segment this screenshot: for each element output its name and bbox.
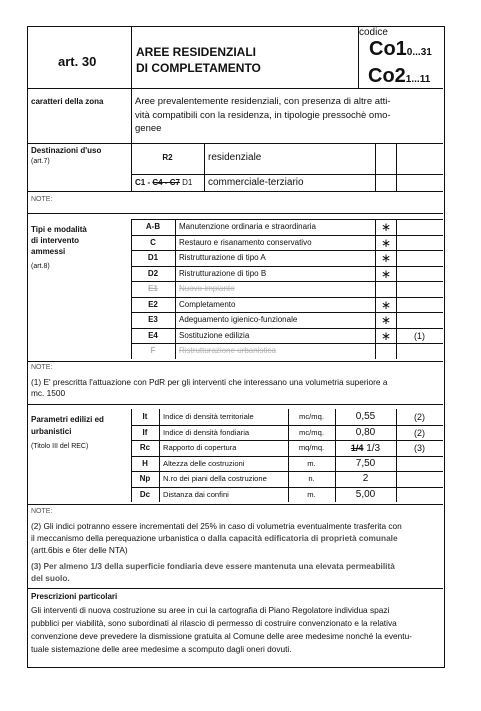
parametro-note-ref: (3)	[414, 443, 425, 453]
parametro-value-cell	[335, 442, 396, 455]
parametri-row-divider	[131, 471, 443, 472]
intervento-code: E2	[148, 299, 158, 309]
tipi-ref: (art.8)	[31, 263, 50, 270]
intervento-desc: Ristrutturazione di tipo A	[179, 253, 266, 262]
parametro-desc: Rapporto di copertura	[163, 443, 237, 452]
parametro-unit: mc/mq.	[299, 427, 324, 437]
parametro-value-cell	[335, 411, 396, 423]
parametro-note-ref: (2)	[414, 412, 425, 422]
destinazioni-ref: (art.7)	[31, 158, 50, 165]
parametro-value-cell	[335, 489, 396, 501]
intervento-desc: Restauro e risanamento conservativo	[179, 237, 312, 247]
zone-code-2-main: Co2	[368, 65, 406, 87]
tipi-row-divider	[131, 297, 443, 298]
parametro-value: 0,55	[355, 411, 376, 422]
tipi-row-divider	[131, 343, 443, 344]
parametro-unit: n.	[308, 474, 315, 483]
destinazione-code-commerciale	[135, 178, 192, 188]
tipi-row-divider	[131, 250, 443, 251]
intervento-desc: Manutenzione ordinaria e straordinaria	[179, 222, 316, 231]
parametro-value-cell	[335, 473, 396, 485]
parametro-note-ref: (2)	[414, 427, 425, 438]
intervento-desc: Nuovo impianto	[179, 284, 235, 293]
parametri-row-divider	[131, 456, 443, 457]
intervento-desc: Sostituzione edilizia	[179, 330, 250, 340]
parametro-code: H	[142, 458, 148, 468]
caratteri-text-1: Aree prevalentemente residenziali, con presenza di altre atti-	[135, 96, 391, 107]
tipi-row-divider	[131, 312, 443, 313]
parametri-label-2: urbanistici	[31, 427, 72, 436]
intervento-code: D2	[147, 268, 159, 278]
intervento-ammesso-mark: ∗	[380, 220, 392, 234]
parametri-note2-line3: (artt.6bis e 6ter delle NTA)	[31, 545, 128, 555]
tipi-row-divider	[131, 281, 443, 282]
parametri-note2-line1: (2) Gli indici potranno essere incrementati del 25% in caso di volumetria eventualmente trasferita con	[31, 521, 402, 531]
prescrizioni-label: Prescrizioni particolari	[31, 592, 118, 601]
intervento-ammesso-mark: ∗	[380, 297, 392, 312]
parametri-note2-line2	[31, 533, 398, 544]
zoning-sheet	[27, 26, 445, 668]
intervento-ammesso-mark: ∗	[380, 266, 392, 281]
tipi-label-1: Tipi e modalità	[31, 225, 87, 234]
parametro-code: It	[142, 412, 148, 421]
destinazione-code-c1: C1 -	[135, 178, 151, 187]
tipi-note-line1: (1) E' prescritta l'attuazione con PdR per gli interventi che interessano una volumetria superiore a	[31, 377, 388, 387]
destinazione-desc-residenziale: residenziale	[208, 152, 262, 163]
tipi-note-line2: mc. 1500	[31, 388, 66, 398]
intervento-ammesso-mark: ∗	[380, 235, 392, 250]
article-number: art. 30	[58, 54, 97, 69]
parametri-note2-line2a: il meccanismo della perequazione urbanistica o	[31, 533, 208, 543]
zone-code-1-sub: 0...31	[406, 47, 432, 58]
parametro-code: If	[142, 427, 148, 437]
parametro-unit: mq/mq.	[298, 443, 325, 452]
parametro-code: Dc	[139, 489, 151, 499]
parametro-code: Rc	[139, 443, 151, 452]
parametro-code: Np	[139, 474, 151, 483]
destinazione-code-d1: D1	[182, 178, 193, 187]
parametri-row-divider	[131, 487, 443, 488]
parametro-value: 5,00	[355, 488, 376, 500]
destinazione-desc-commerciale: commerciale-terziario	[208, 177, 304, 188]
tipi-label-2: di intervento	[31, 236, 80, 245]
intervento-desc: Completamento	[179, 299, 236, 309]
prescrizioni-line4: tuale sistemazione delle aree medesime a scomputo dagli oneri dovuti.	[31, 644, 292, 654]
parametro-value: 2	[362, 473, 369, 484]
codice-label: codice	[359, 27, 388, 38]
prescrizioni-line3: convenzione deve prevedere la dismissione gratuita al Comune delle aree medesime nonché la eventu-	[31, 631, 412, 641]
parametro-desc: Indice di densità territoriale	[163, 412, 254, 421]
zone-code-2-sub: 1...11	[405, 74, 431, 85]
parametri-ref: (Titolo III del REC)	[31, 443, 89, 450]
intervento-code: E3	[148, 315, 158, 324]
intervento-desc: Ristrutturazione urbanistica	[179, 346, 276, 355]
intervento-code: E4	[148, 330, 158, 340]
parametri-note2-line2b: dalla capacità edificatoria di proprietà comunale	[207, 533, 398, 543]
intervento-desc: Ristrutturazione di tipo B	[179, 268, 267, 278]
parametro-value-cell	[335, 458, 396, 470]
caratteri-text-3: genee	[135, 123, 162, 134]
destinazione-code-r2: R2	[162, 153, 173, 162]
zone-title-line1: AREE RESIDENZIALI	[136, 45, 257, 59]
intervento-code: E1	[148, 284, 158, 293]
intervento-code: A-B	[145, 222, 161, 231]
parametro-unit: mc/mq.	[299, 412, 324, 421]
tipi-row-divider	[131, 235, 443, 236]
intervento-code: C	[150, 237, 156, 247]
parametro-unit: m.	[307, 489, 316, 499]
intervento-ammesso-mark: ∗	[380, 313, 392, 327]
tipi-label-3: ammessi	[31, 247, 66, 256]
tipi-row-divider	[131, 266, 443, 267]
tipi-note-label: NOTE:	[31, 364, 53, 371]
intervento-note-ref: (1)	[414, 330, 425, 341]
caratteri-text-2: vità compatibili con la residenza, in tipologie pressochè omo-	[135, 110, 391, 121]
zone-title-line2: DI COMPLETAMENTO	[136, 61, 261, 75]
parametri-row-divider	[131, 425, 443, 426]
prescrizioni-line2: pubblici per viabilità, sono subordinati al rilascio di permesso di costruire convenzionato e la relativa	[31, 618, 397, 628]
parametro-value-struck: 1/4	[350, 443, 364, 453]
parametro-value-cell	[335, 427, 396, 439]
parametro-value: 7,50	[355, 457, 376, 469]
parametri-note3-line1: (3) Per almeno 1/3 della superficie fondiaria deve essere mantenuta una elevata permeabilità	[31, 561, 395, 571]
parametri-note-label: NOTE:	[31, 508, 53, 515]
parametro-desc: Indice di densità fondiaria	[163, 427, 250, 437]
zone-code-1	[369, 38, 432, 64]
parametri-note3-line2: del suolo.	[31, 573, 70, 583]
intervento-code: F	[150, 346, 156, 355]
intervento-ammesso-mark: ∗	[380, 251, 392, 265]
parametro-value: 1/3	[366, 443, 381, 454]
prescrizioni-line1: Gli interventi di nuova costruzione su aree in cui la cartografia di Piano Regolatore individua spazi	[31, 605, 390, 615]
destinazioni-note: NOTE:	[31, 196, 53, 203]
parametro-unit: m.	[307, 458, 316, 468]
tipi-row-divider	[131, 328, 443, 329]
tipi-row-divider	[131, 219, 443, 220]
intervento-ammesso-mark: ∗	[380, 328, 392, 343]
parametro-desc: N.ro dei piani della costruzione	[163, 474, 267, 483]
zone-code-1-main: Co1	[369, 38, 407, 60]
caratteri-label: caratteri della zona	[31, 97, 104, 106]
parametro-desc: Distanza dai confini	[163, 489, 229, 499]
parametri-row-divider	[131, 440, 443, 441]
parametro-value: 0,80	[355, 426, 376, 438]
intervento-code: D1	[147, 253, 159, 262]
intervento-desc: Adeguamento igienico-funzionale	[179, 315, 298, 324]
destinazioni-label: Destinazioni d'uso	[31, 146, 102, 155]
tipi-col-divider	[175, 219, 176, 359]
parametri-label-1: Parametri edilizi ed	[31, 415, 104, 424]
parametro-desc: Altezza delle costruzioni	[163, 458, 245, 468]
destinazione-code-c4c7: C4 - C7	[152, 178, 180, 187]
